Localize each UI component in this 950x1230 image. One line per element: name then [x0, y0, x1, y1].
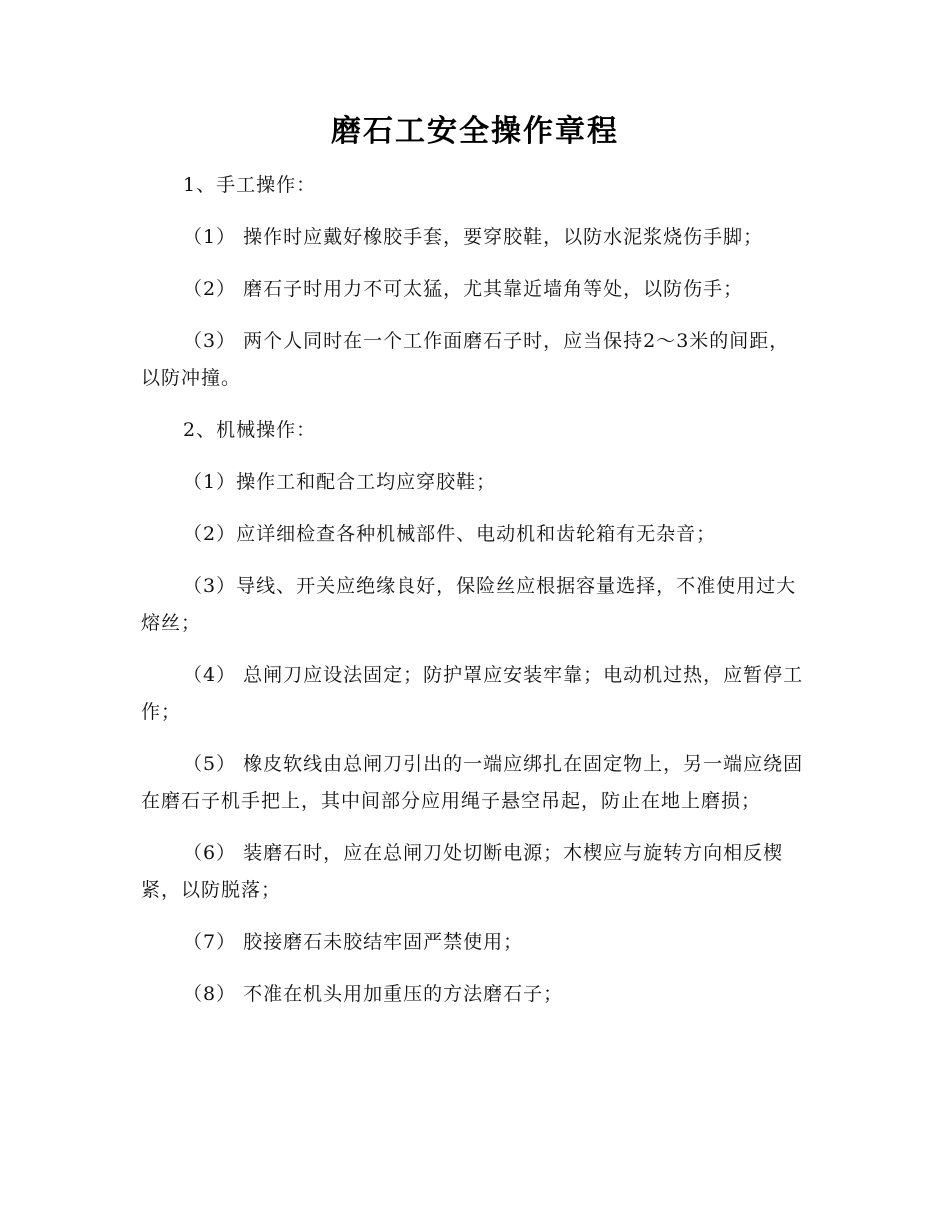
paragraph-machine-4: （4） 总闸刀应设法固定；防护罩应安装牢靠；电动机过热，应暂停工作；: [141, 664, 804, 723]
paragraph-machine-3: （3）导线、开关应绝缘良好，保险丝应根据容量选择，不准使用过大熔丝；: [141, 575, 797, 634]
paragraph-manual-1: （1） 操作时应戴好橡胶手套，要穿胶鞋，以防水泥浆烧伤手脚；: [183, 226, 764, 248]
document-title: 磨石工安全操作章程: [331, 114, 619, 149]
section-heading-manual: 1、手工操作：: [183, 174, 317, 196]
paragraph-manual-2: （2） 磨石子时用力不可太猛，尤其靠近墙角等处，以防伤手；: [183, 278, 744, 300]
paragraph-machine-1: （1）操作工和配合工均应穿胶鞋；: [183, 471, 497, 493]
paragraph-machine-5: （5） 橡皮软线由总闸刀引出的一端应绑扎在固定物上，另一端应绕固在磨石子机手把上，其中间部分应用绳子悬空吊起，防止在地上磨损；: [141, 753, 804, 812]
document-body: [141, 167, 805, 1028]
paragraph-machine-2: （2）应详细检查各种机械部件、电动机和齿轮箱有无杂音；: [183, 523, 717, 545]
paragraph-machine-6: （6） 装磨石时，应在总闸刀处切断电源；木楔应与旋转方向相反楔紧，以防脱落；: [141, 842, 784, 901]
paragraph-machine-8: （8） 不准在机头用加重压的方法磨石子；: [183, 983, 564, 1005]
paragraph-manual-3: （3） 两个人同时在一个工作面磨石子时，应当保持2～3米的间距，以防冲撞。: [141, 330, 790, 389]
paragraph-machine-7: （7） 胶接磨石未胶结牢固严禁使用；: [183, 931, 524, 953]
section-heading-machine: 2、机械操作：: [183, 419, 317, 441]
